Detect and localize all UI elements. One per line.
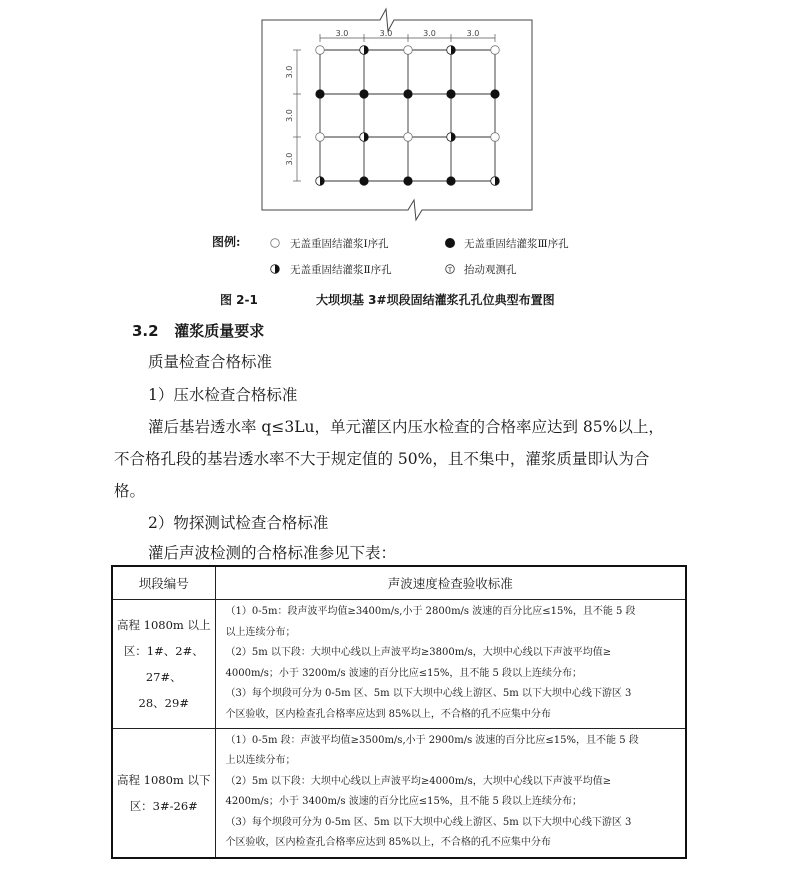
dimension-label: 3.0 bbox=[285, 65, 294, 79]
criteria-line: 4000m/s；小于 3200m/s 波速的百分比应≤15%，且不能 5 段以上连续分布； bbox=[225, 667, 583, 679]
zone-cell bbox=[112, 600, 215, 729]
hole-open-icon bbox=[404, 133, 413, 142]
legend-solid-circle-icon bbox=[445, 238, 455, 248]
section-number: 3.2 bbox=[132, 322, 159, 340]
zone-line: 区：3#-26# bbox=[129, 798, 198, 813]
svg-text:T: T bbox=[448, 266, 452, 274]
hole-half-icon bbox=[316, 177, 325, 186]
criteria-line: 上以连续分布； bbox=[225, 755, 296, 767]
hole-layout-diagram bbox=[0, 0, 792, 300]
figure-number: 图 2-1 bbox=[220, 293, 258, 307]
item-1-heading: 1）压水检查合格标准 bbox=[148, 386, 298, 404]
hole-solid-icon bbox=[490, 89, 499, 98]
criteria-line: （1）0-5m：段声波平均值≥3400m/s,小于 2800m/s 波速的百分比应≤15%，且不能 5 段 bbox=[225, 606, 636, 617]
zone-line: 高程 1080m 以上 bbox=[117, 617, 211, 632]
legend-label-type3: 无盖重固结灌浆Ⅲ序孔 bbox=[464, 238, 569, 250]
figure-caption: 大坝坝基 3#坝段固结灌浆孔孔位典型布置图 bbox=[316, 293, 555, 307]
paragraph-1-line-1: 灌后基岩透水率 q≤3Lu，单元灌区内压水检查的合格率应达到 85%以上， bbox=[148, 418, 664, 436]
criteria-line: 个区验收，区内检查孔合格率应达到 85%以上，不合格的孔不应集中分布 bbox=[225, 837, 551, 849]
subtitle: 质量检查合格标准 bbox=[148, 353, 273, 371]
legend-open-circle-icon bbox=[271, 239, 280, 248]
hole-solid-icon bbox=[315, 89, 324, 98]
header-section-id: 坝段编号 bbox=[112, 566, 215, 600]
table-row bbox=[112, 600, 686, 729]
zone-line: 区：1#、2#、27#、 bbox=[123, 643, 204, 684]
criteria-line: （3）每个坝段可分为 0-5m 区、5m 以下大坝中心线上游区、5m 以下大坝中心线下游区 3 bbox=[225, 816, 632, 828]
table-row bbox=[112, 728, 686, 858]
hole-half-icon bbox=[447, 133, 456, 142]
legend-label-type2: 无盖重固结灌浆Ⅱ序孔 bbox=[290, 264, 392, 276]
legend-label-observation: 抬动观测孔 bbox=[464, 264, 517, 276]
hole-solid-icon bbox=[446, 89, 455, 98]
criteria-line: （2）5m 以下段：大坝中心线以上声波平均≥3800m/s，大坝中心线以下声波平均值≥ bbox=[225, 647, 612, 658]
criteria-cell bbox=[215, 600, 686, 729]
criteria-line: 以上连续分布； bbox=[225, 626, 296, 638]
paragraph-1-line-2: 不合格孔段的基岩透水率不大于规定值的 50%，且不集中，灌浆质量即认为合 bbox=[114, 450, 650, 468]
hole-solid-icon bbox=[403, 176, 412, 185]
hole-open-icon bbox=[316, 133, 325, 142]
criteria-line: （1）0-5m 段：声波平均值≥3500m/s,小于 2900m/s 波速的百分比应≤15%，且不能 5 段 bbox=[225, 734, 639, 746]
legend-label-type1: 无盖重固结灌浆Ⅰ序孔 bbox=[290, 238, 389, 250]
zone-cell bbox=[112, 728, 215, 858]
diagram-border bbox=[262, 9, 532, 220]
hole-solid-icon bbox=[359, 89, 368, 98]
hole-half-icon bbox=[491, 177, 500, 186]
zone-line: 高程 1080m 以下 bbox=[117, 772, 211, 787]
hole-half-icon bbox=[360, 46, 369, 55]
hole-grid bbox=[320, 50, 495, 181]
hole-markers bbox=[315, 46, 499, 186]
legend-t-circle-icon bbox=[446, 265, 455, 274]
dimension-label: 3.0 bbox=[335, 29, 349, 38]
criteria-line: 个区验收，区内检查孔合格率应达到 85%以上，不合格的孔不应集中分布 bbox=[225, 708, 551, 720]
paragraph-2: 灌后声波检测的合格标准参见下表： bbox=[148, 544, 397, 562]
zone-line: 28、29# bbox=[138, 695, 189, 710]
section-heading bbox=[132, 320, 264, 341]
legend-title: 图例: bbox=[212, 235, 241, 249]
section-title: 灌浆质量要求 bbox=[174, 322, 265, 340]
hole-open-icon bbox=[316, 46, 325, 55]
hole-solid-icon bbox=[446, 176, 455, 185]
table-header-row bbox=[112, 566, 686, 600]
hole-open-icon bbox=[491, 46, 500, 55]
hole-open-icon bbox=[404, 46, 413, 55]
hole-half-icon bbox=[447, 46, 456, 55]
hole-solid-icon bbox=[403, 89, 412, 98]
acceptance-criteria-table bbox=[111, 565, 687, 859]
criteria-line: （2）5m 以下段：大坝中心线以上声波平均≥4000m/s，大坝中心线以下声波平均值≥ bbox=[225, 775, 612, 787]
legend-half-circle-icon bbox=[271, 265, 280, 274]
hole-open-icon bbox=[491, 133, 500, 142]
header-criteria: 声波速度检查验收标准 bbox=[215, 566, 686, 600]
dimension-label: 3.0 bbox=[423, 29, 436, 38]
hole-solid-icon bbox=[359, 176, 368, 185]
hole-half-icon bbox=[360, 133, 369, 142]
dimension-lines bbox=[293, 34, 495, 181]
criteria-line: （3）每个坝段可分为 0-5m 区、5m 以下大坝中心线上游区、5m 以下大坝中心线下游区 3 bbox=[225, 688, 632, 699]
dimension-label: 3.0 bbox=[285, 109, 294, 122]
dimension-label: 3.0 bbox=[466, 29, 480, 38]
dimension-label: 3.0 bbox=[285, 152, 294, 166]
criteria-line: 4200m/s；小于 3400m/s 波速的百分比应≤15%，且不能 5 段以上连续分布； bbox=[225, 796, 583, 808]
item-2-heading: 2）物探测试检查合格标准 bbox=[148, 514, 329, 532]
criteria-cell bbox=[215, 728, 686, 858]
dimension-label: 3.0 bbox=[379, 29, 393, 38]
paragraph-1-line-3: 格。 bbox=[114, 482, 146, 500]
